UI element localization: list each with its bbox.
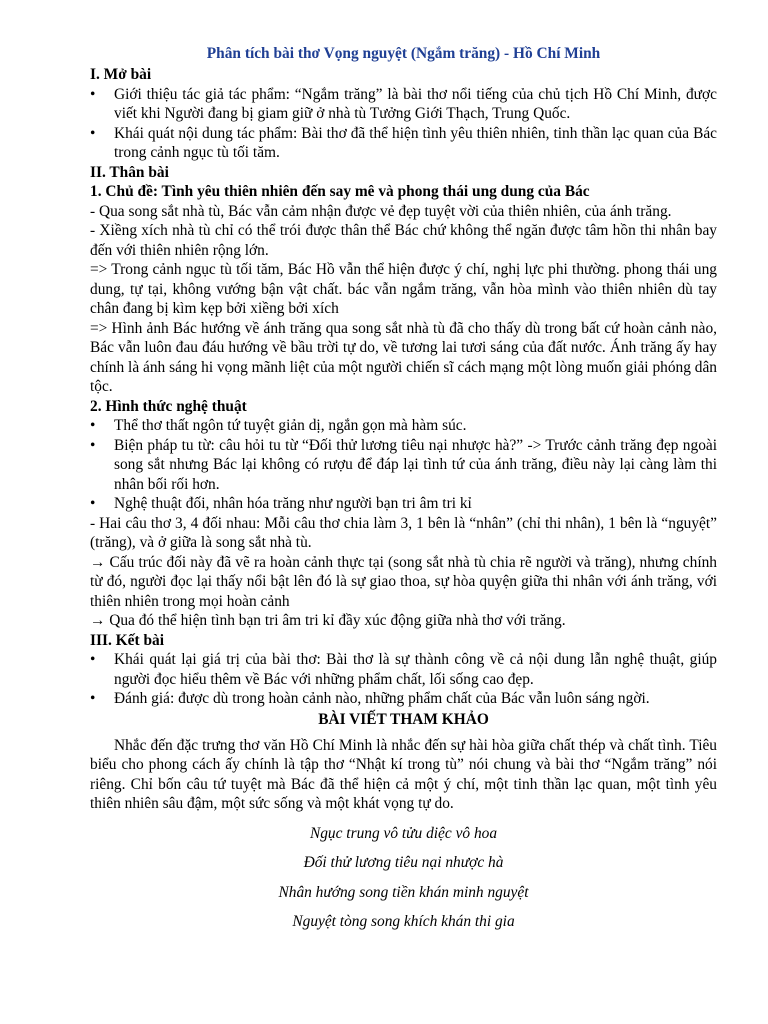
poem-line: Đối thử lương tiêu nại nhược hà (303, 854, 504, 871)
section-heading-conclusion: III. Kết bài (90, 631, 164, 649)
poem-line: Nguyệt tòng song khích khán thi gia (292, 913, 515, 930)
section-heading-intro: I. Mở bài (90, 66, 152, 83)
section-heading-body: II. Thân bài (90, 163, 169, 181)
body-paragraph: => Hình ảnh Bác hướng về ánh trăng qua song sắt nhà tù đã cho thấy dù trong bất cứ hoàn cảnh nào, Bác vẫn luôn đau đáu hướng về bầu trời tự do, về tương lai tươi sáng của đất nước. Ánh trăng ấy hay chính là ánh sáng hi vọng mãnh liệt của một người chiến sĩ cách mạng một lòng muốn giải phóng dân tộc. (90, 319, 717, 395)
body-paragraph: - Qua song sắt nhà tù, Bác vẫn cảm nhận được vẻ đẹp tuyệt vời của thiên nhiên, của ánh trăng. (90, 202, 672, 220)
art-bullet-list (90, 416, 717, 514)
art-bullet: • Biện pháp tu từ: câu hỏi tu từ “Đối thử lương tiêu nại nhược hà?” -> Trước cảnh trăng đẹp ngoài song sắt nhưng Bác lại không có rượu để đáp lại tình tứ của ánh trăng, điều này lại càng làm thi nhân bối rối hơn. (90, 436, 717, 495)
conclusion-bullet: • Khái quát lại giá trị của bài thơ: Bài thơ là sự thành công về cả nội dung lẫn nghệ thuật, giúp người đọc hiểu thêm về Bác với những phẩm chất, lối sống cao đẹp. (90, 650, 717, 689)
body-paragraph: - Hai câu thơ 3, 4 đối nhau: Mỗi câu thơ chia làm 3, 1 bên là “nhân” (chỉ thi nhân), 1 bên là “nguyệt” (trăng), và ở giữa là song sắt nhà tù. (90, 514, 717, 551)
reference-heading: BÀI VIẾT THAM KHẢO (318, 710, 489, 728)
intro-bullet: • Giới thiệu tác giả tác phẩm: “Ngắm trăng” là bài thơ nổi tiếng của chủ tịch Hồ Chí Minh, được viết khi Người đang bị giam giữ ở nhà tù Tưởng Giới Thạch, Trung Quốc. (90, 85, 717, 124)
subsection-heading-theme: 1. Chủ đề: Tình yêu thiên nhiên đến say mê và phong thái ung dung của Bác (90, 183, 590, 200)
poem-line: Nhân hướng song tiền khán minh nguyệt (278, 883, 529, 901)
conclusion-bullet-list (90, 650, 717, 709)
body-paragraph: → Qua đó thể hiện tình bạn tri âm tri kỉ đầy xúc động giữa nhà thơ với trăng. (90, 612, 566, 629)
reference-paragraph: Nhắc đến đặc trưng thơ văn Hồ Chí Minh là nhắc đến sự hài hòa giữa chất thép và chất tình. Tiêu biểu cho phong cách ấy chính là tập thơ “Nhật kí trong tù” nói chung và bài thơ “Ngắm trăng” nói riêng. Chỉ bốn câu tứ tuyệt mà Bác đã thể hiện cả một ý chí, một tinh thần lạc quan, một tình yêu thiên nhiên sâu đậm, một sức sống và một khát vọng tự do. (90, 736, 717, 812)
document-title: Phân tích bài thơ Vọng nguyệt (Ngắm trăng) - Hồ Chí Minh (206, 45, 601, 62)
body-paragraph: => Trong cảnh ngục tù tối tăm, Bác Hồ vẫn thể hiện được ý chí, nghị lực phi thường. phong thái ung dung, tự tại, không vướng bận vật chất. bác vẫn ngắm trăng, vẫn hòa mình vào thiên nhiên dù tay chân đang bị kìm kẹp bởi xiềng bởi xích (90, 261, 717, 317)
body-paragraph: → Cấu trúc đối này đã vẽ ra hoàn cảnh thực tại (song sắt nhà tù chia rẽ người và trăng), nhưng chính từ đó, người đọc lại thấy nổi bật lên đó là sự giao thoa, sự hòa quyện giữa thi nhân với ánh trăng, với thiên nhiên trong mọi hoàn cảnh (90, 553, 717, 610)
poem-line: Ngục trung vô tửu diệc vô hoa (309, 824, 498, 842)
conclusion-bullet: • Đánh giá: được dù trong hoàn cảnh nào, những phẩm chất của Bác vẫn luôn sáng ngời. (90, 689, 717, 709)
intro-bullet-list (90, 85, 717, 163)
art-bullet: • Nghệ thuật đối, nhân hóa trăng như người bạn tri âm tri kỉ (90, 494, 717, 514)
subsection-heading-art: 2. Hình thức nghệ thuật (90, 397, 247, 415)
body-paragraph: - Xiềng xích nhà tù chỉ có thể trói được thân thể Bác chứ không thể ngăn được tâm hồn thi nhân bay đến với thiên nhiên rộng lớn. (90, 222, 717, 259)
intro-bullet: • Khái quát nội dung tác phẩm: Bài thơ đã thể hiện tình yêu thiên nhiên, tinh thần lạc quan của Bác trong cảnh ngục tù tối tăm. (90, 124, 717, 163)
art-bullet: • Thể thơ thất ngôn tứ tuyệt giản dị, ngắn gọn mà hàm súc. (90, 416, 717, 436)
poem (90, 819, 717, 937)
